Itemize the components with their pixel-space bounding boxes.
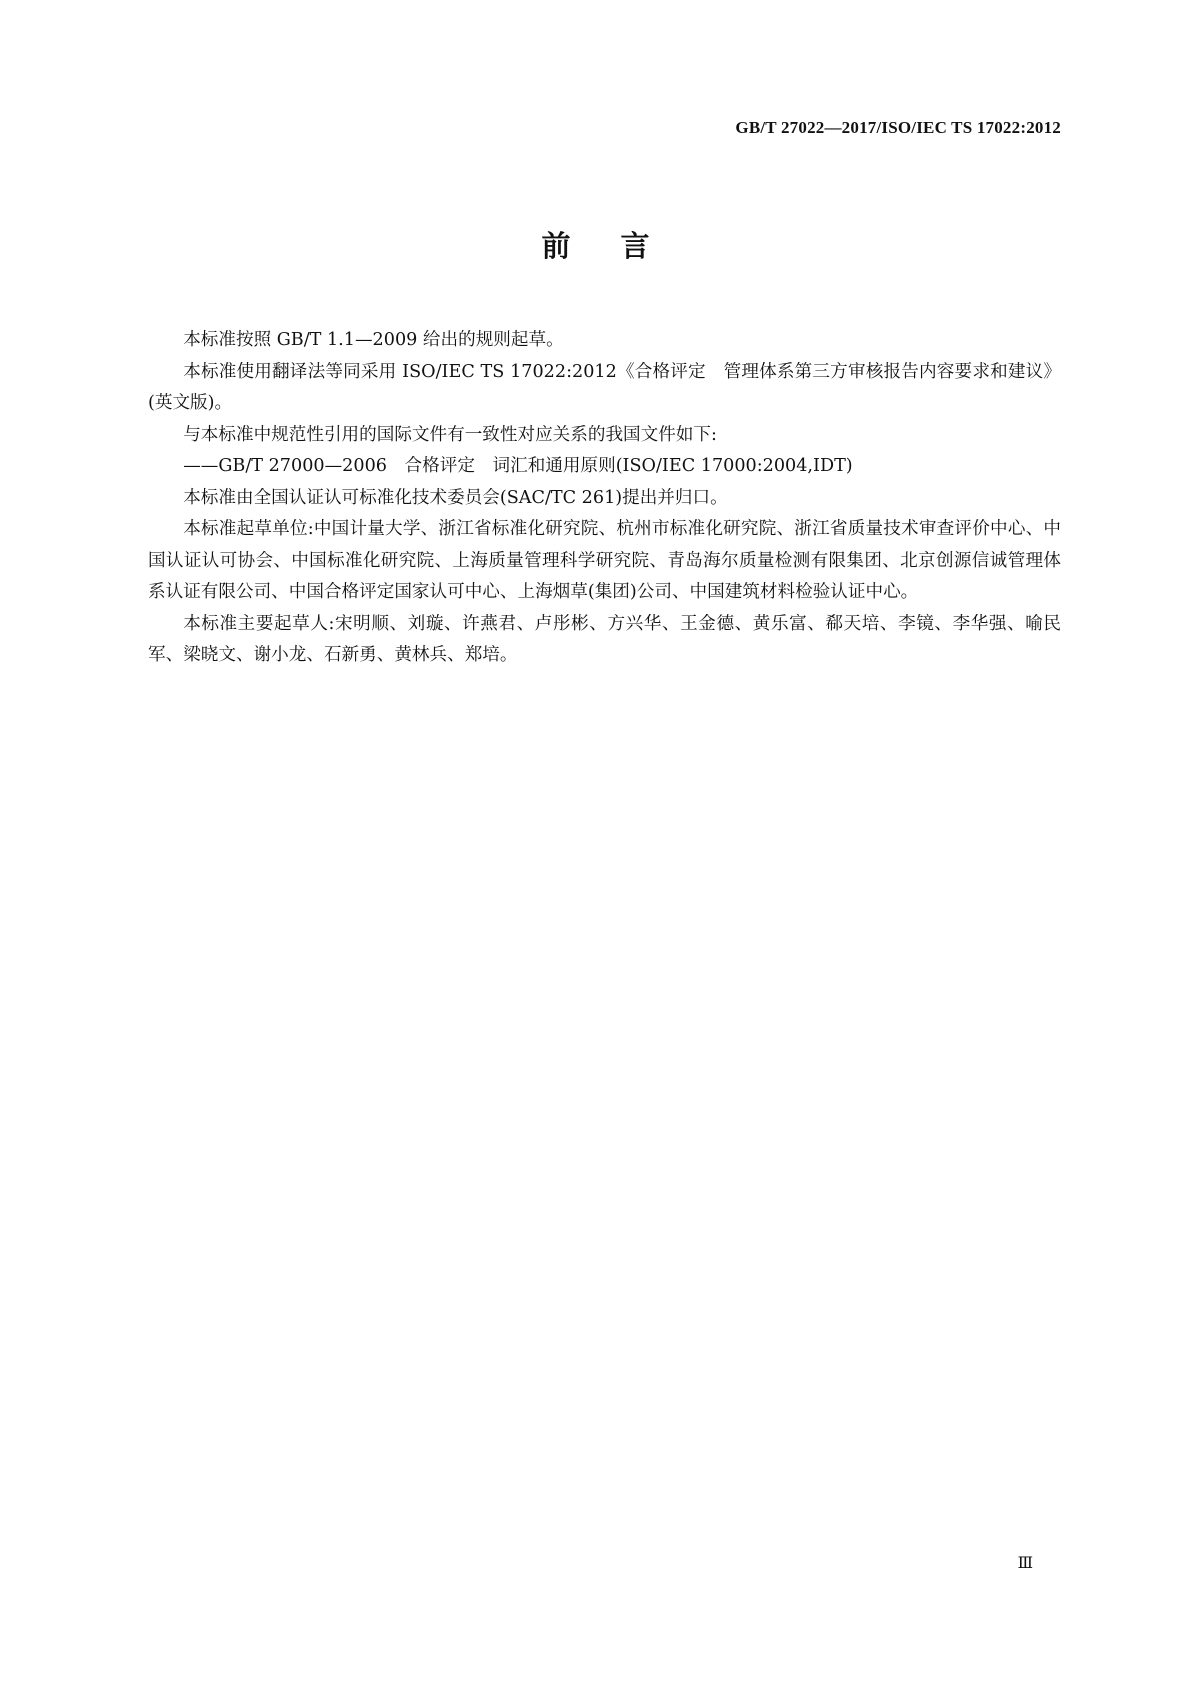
page-title: 前言 [541,229,700,263]
paragraph-adoption [148,357,1061,420]
foreword-body [148,325,1061,672]
reference-code: ——GB/T 27000—2006 [183,456,387,476]
page-number: Ⅲ [1017,1555,1033,1572]
paragraph-committee: 本标准由全国认证认可标准化技术委员会(SAC/TC 261)提出并归口。 [183,487,728,508]
reference-title-part1: 合格评定 [404,456,475,476]
paragraph-drafting-rules: 本标准按照 GB/T 1.1—2009 给出的规则起草。 [183,330,564,350]
paragraph-correspondence: 与本标准中规范性引用的国际文件有一致性对应关系的我国文件如下: [183,424,717,445]
paragraph-drafting-units: 本标准起草单位:中国计量大学、浙江省标准化研究院、杭州市标准化研究院、浙江省质量技术审查评价中心、中国认证认可协会、中国标准化研究院、上海质量管理科学研究院、青岛海尔质量检测有限集团、北京创源信诚管理体系认证有限公司、中国合格评定国家认可中心、上海烟草(集团)公司、中国建筑材料检验认证中心。 [148,519,1061,602]
paragraph-drafters: 本标准主要起草人:宋明顺、刘璇、许燕君、卢彤彬、方兴华、王金德、黄乐富、郗天培、李镜、李华强、喻民军、梁晓文、谢小龙、石新勇、黄林兵、郑培。 [148,613,1061,665]
standard-code-header: GB/T 27022—2017/ISO/IEC TS 17022:2012 [735,118,1061,137]
adoption-text-part2: 管理体系第三方审核报告内容要求和建议》(英文版)。 [148,361,1061,413]
paragraph-reference-item [148,451,1061,483]
reference-title-part2: 词汇和通用原则(ISO/IEC 17000:2004,IDT) [492,456,853,476]
adoption-text-part1: 本标准使用翻译法等同采用 ISO/IEC TS 17022:2012《合格评定 [183,361,706,382]
